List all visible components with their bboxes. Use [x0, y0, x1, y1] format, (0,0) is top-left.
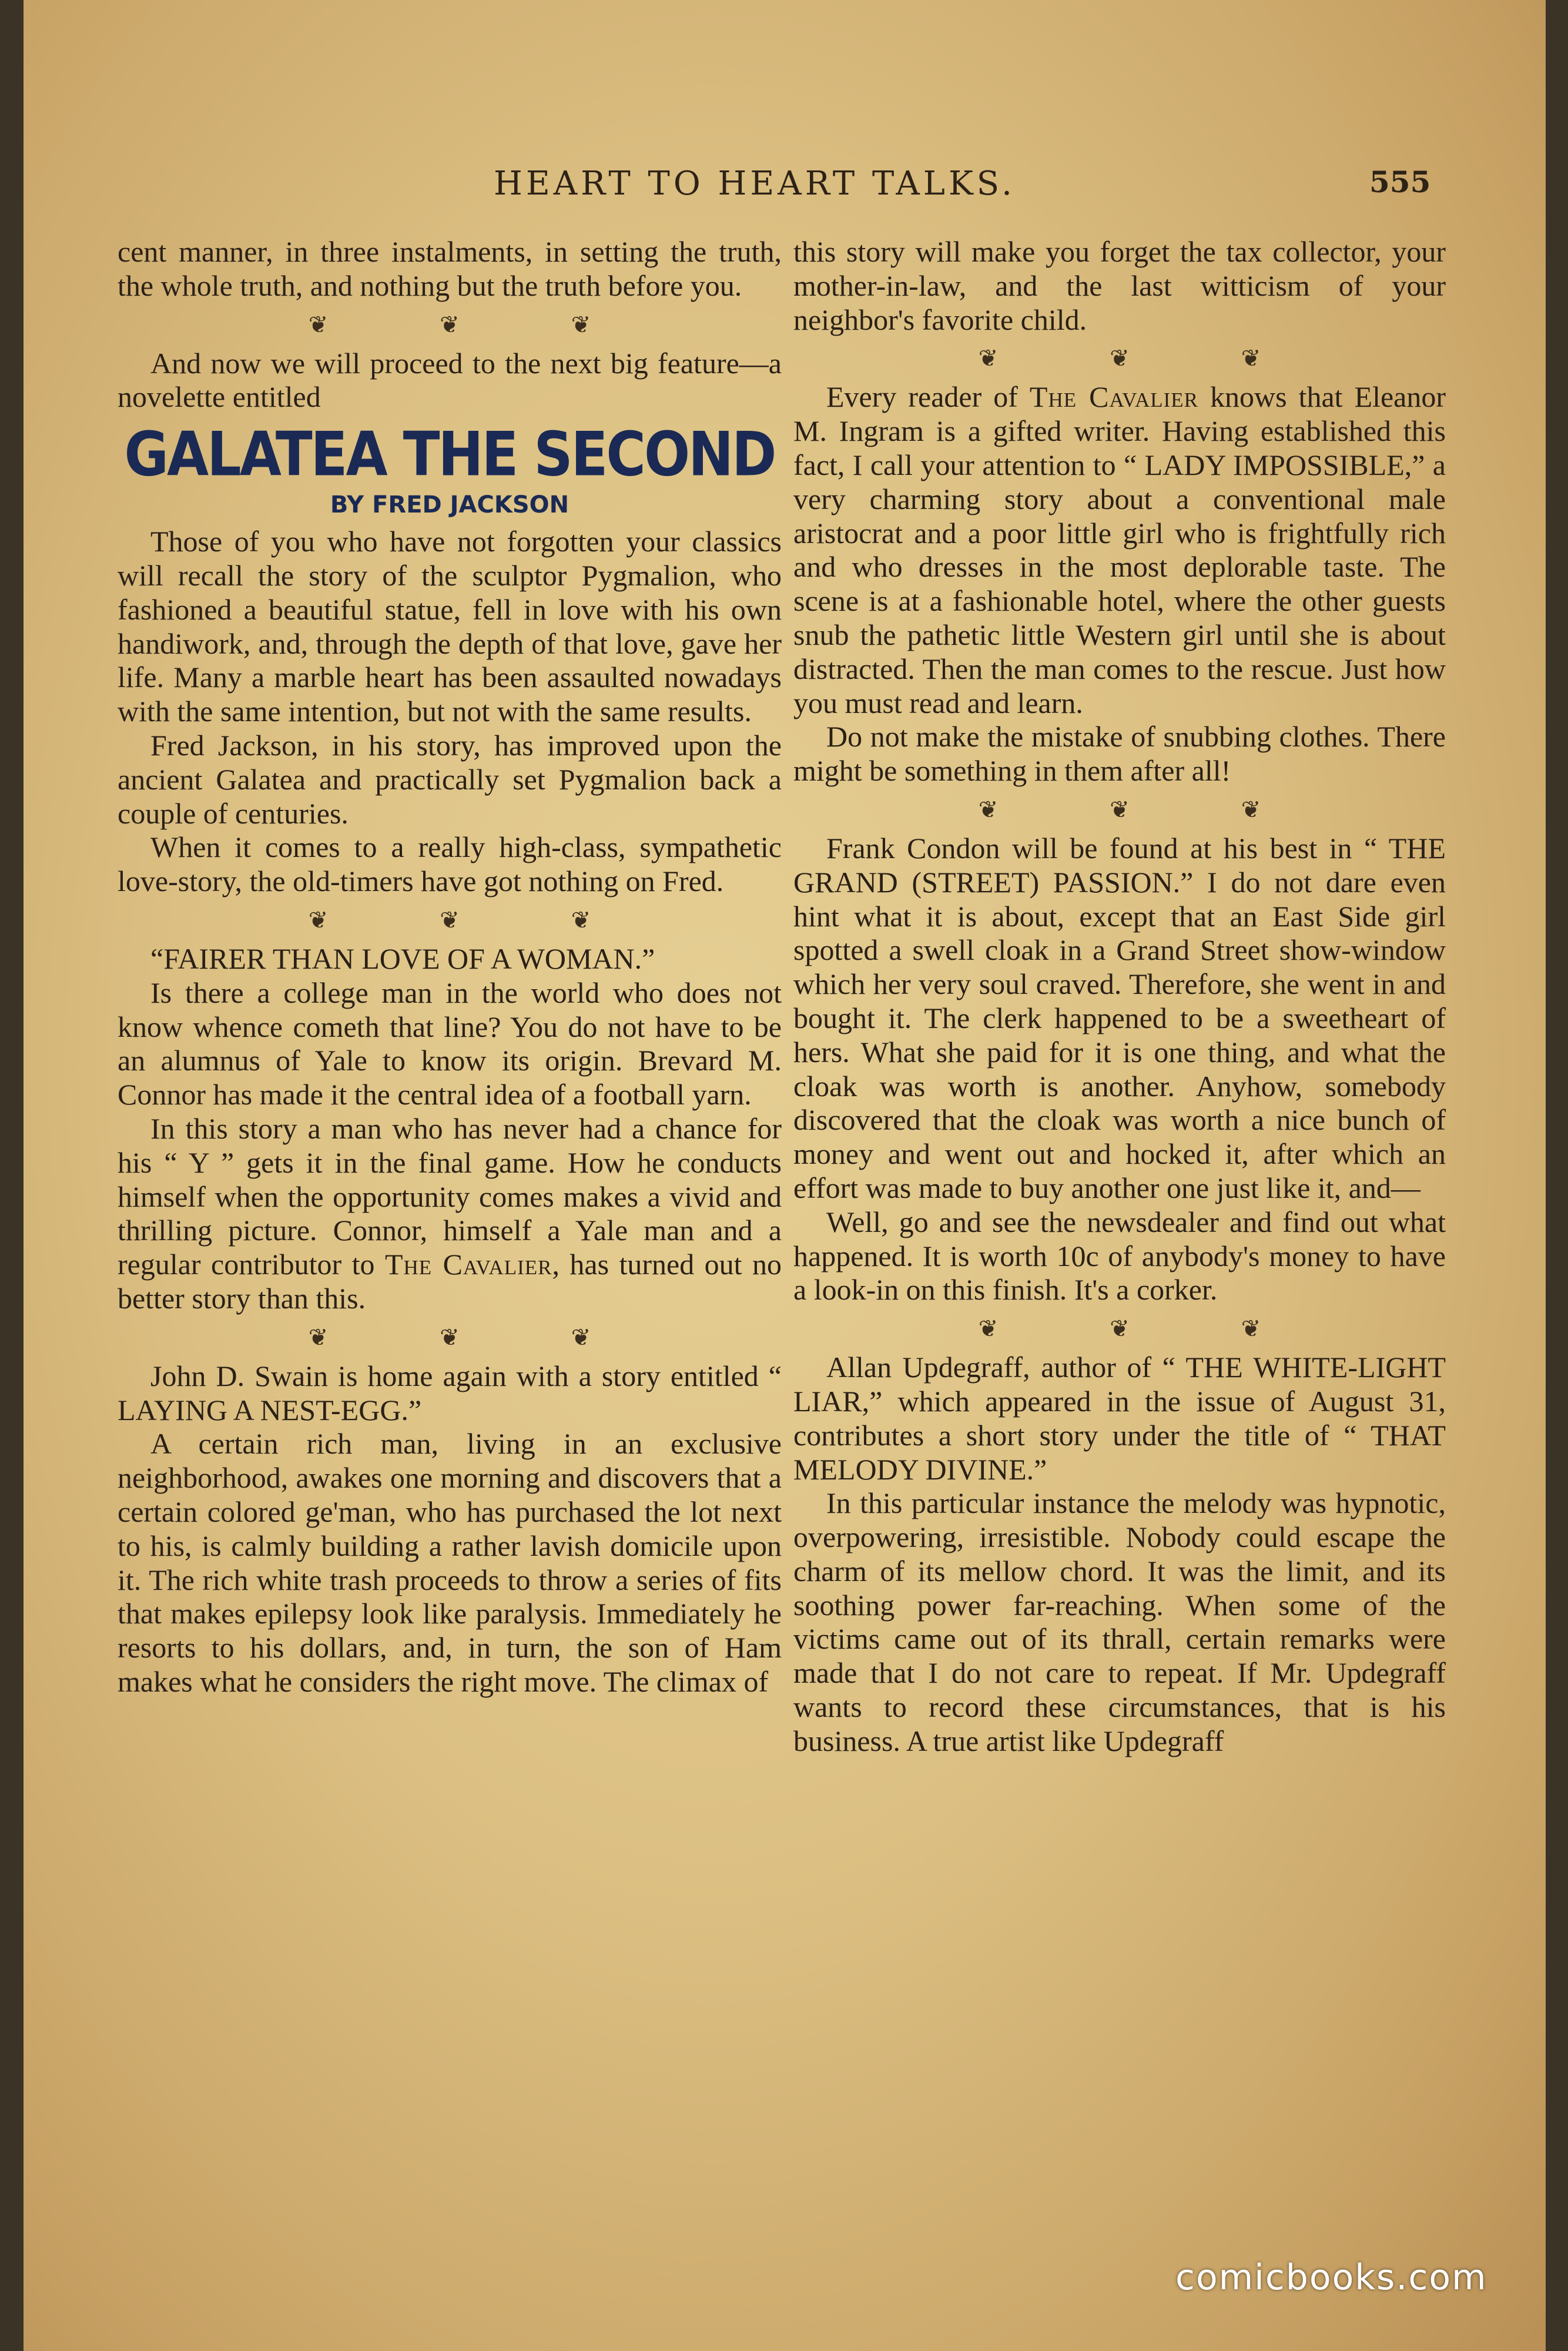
- right-column: [793, 235, 1446, 2257]
- clover-ornament-icon: ❦: [1241, 345, 1261, 372]
- paragraph: Frank Condon will be found at his best in “ THE GRAND (STREET) PASSION.” I do not dare even hint what it is about, except that an East Side girl spotted a swell cloak in a Grand Street show-window which her very soul craved. Therefore, she went in and bought it. The clerk happened to be a sweetheart of hers. What she paid for it is one thing, and what the cloak was worth is another. Anyhow, somebody discovered that the cloak was worth a nice bunch of money and went out and hocked it, after which an effort was made to buy another one just like it, and—: [793, 831, 1446, 1204]
- story-title: GALATEA THE SECOND: [124, 419, 775, 490]
- paragraph-text: Every reader of: [826, 380, 1018, 414]
- paragraph: Those of you who have not forgotten your classics will recall the story of the sculptor Pygmalion, who fashioned a beautiful statue, fell in love with his own handiwork, and, through the depth of that love, gave her life. Many a marble heart has been assaulted nowadays with the same intention, but not with the same results.: [118, 525, 782, 728]
- paragraph: cent manner, in three instalments, in setting the truth, the whole truth, and nothing but the truth before you.: [118, 235, 782, 302]
- paragraph: And now we will proceed to the next big feature—a novelette entitled: [118, 346, 782, 414]
- paragraph: Fred Jackson, in his story, has improved upon the ancient Galatea and practically set Pygmalion back a couple of centuries.: [118, 728, 782, 830]
- clover-ornament-icon: ❦: [308, 1324, 329, 1351]
- story-byline: BY FRED JACKSON: [330, 491, 569, 519]
- clover-ornament-icon: ❦: [1110, 796, 1130, 823]
- paragraph: When it comes to a really high-class, sympathetic love-story, the old-timers have got nothing on Fred.: [118, 830, 782, 898]
- paragraph: Well, go and see the newsdealer and find out what happened. It is worth 10c of anybody's money to have a look-in on this finish. It's a corker.: [793, 1205, 1446, 1307]
- clover-ornament-icon: ❦: [440, 1324, 460, 1351]
- clover-ornament-icon: ❦: [440, 311, 460, 338]
- clover-ornament-icon: ❦: [571, 311, 591, 338]
- clover-ornament-icon: ❦: [1241, 796, 1261, 823]
- section-separator: [793, 1307, 1446, 1351]
- paragraph-text: In this story a man who has never had a chance for his “ Y ” gets it in the final game. How he conducts himself when the opportunity comes makes a vivid and thrilling picture. Connor, himself a Yale man and a regular contributor to: [118, 1111, 782, 1281]
- section-separator: [793, 788, 1446, 832]
- running-head: HEART TO HEART TALKS.: [494, 165, 1016, 203]
- watermark: comicbooks.com: [1175, 2257, 1487, 2298]
- page-header: [24, 165, 1546, 217]
- paragraph: In this particular instance the melody was hypnotic, overpowering, irresistible. Nobody could escape the charm of its mellow chord. It was the limit, and its soothing power far-reaching. When some of the victims came out of its thrall, certain remarks were made that I do not care to repeat. If Mr. Updegraff wants to record these circumstances, that is his business. A true artist like Updegraff: [793, 1486, 1446, 1757]
- paragraph: Do not make the mistake of snubbing clothes. There might be something in them after all!: [793, 720, 1446, 788]
- paragraph: “FAIRER THAN LOVE OF A WOMAN.”: [150, 942, 655, 975]
- section-separator: [118, 899, 782, 942]
- clover-ornament-icon: ❦: [978, 796, 999, 823]
- section-separator: [118, 303, 782, 347]
- paragraph: Allan Updegraff, author of “ THE WHITE-LIGHT LIAR,” which appeared in the issue of August 31, contributes a short story under the title of “ THAT MELODY DIVINE.”: [793, 1351, 1446, 1486]
- paragraph: [793, 380, 1446, 720]
- paragraph: John D. Swain is home again with a story entitled “ LAYING A NEST-EGG.”: [118, 1359, 782, 1426]
- clover-ornament-icon: ❦: [1110, 345, 1130, 372]
- clover-ornament-icon: ❦: [308, 311, 329, 338]
- section-separator: [118, 1316, 782, 1359]
- magazine-page: [24, 0, 1546, 2351]
- paragraph-text: knows that Eleanor M. Ingram is a gifted writer. Having established this fact, I call your attention to “ LADY IMPOSSIBLE,” a very charming story about a conventional male aristocrat and a poor little girl who is frightfully rich and who dresses in the most deplorable taste. The scene is at a fashionable hotel, where the other guests snub the pathetic little Western girl until she is about distracted. Then the man comes to the rescue. Just how you must read and learn.: [793, 380, 1446, 719]
- clover-ornament-icon: ❦: [571, 1324, 591, 1351]
- paragraph-text: , has turned out no better story than this.: [118, 1248, 782, 1315]
- clover-ornament-icon: ❦: [1241, 1315, 1261, 1342]
- page-number: 555: [1369, 165, 1431, 199]
- clover-ornament-icon: ❦: [440, 906, 460, 933]
- clover-ornament-icon: ❦: [978, 1315, 999, 1342]
- section-separator: [793, 337, 1446, 380]
- clover-ornament-icon: ❦: [308, 906, 329, 933]
- paragraph: Is there a college man in the world who does not know whence cometh that line? You do not have to be an alumnus of Yale to know its origin. Brevard M. Connor has made it the central idea of a football yarn.: [118, 976, 782, 1111]
- magazine-name: The Cavalier: [384, 1248, 552, 1281]
- paragraph: this story will make you forget the tax collector, your mother-in-law, and the last witticism of your neighbor's favorite child.: [793, 235, 1446, 336]
- magazine-name: The Cavalier: [1029, 380, 1199, 414]
- clover-ornament-icon: ❦: [978, 345, 999, 372]
- paragraph: A certain rich man, living in an exclusive neighborhood, awakes one morning and discovers that a certain colored ge'man, who has purchased the lot next to his, is calmly building a rather lavish domicile upon it. The rich white trash proceeds to throw a series of fits that makes epilepsy look like paralysis. Immediately he resorts to his dollars, and, in turn, the son of Ham makes what he considers the right move. The climax of: [118, 1427, 782, 1698]
- paragraph: [118, 1112, 782, 1316]
- clover-ornament-icon: ❦: [1110, 1315, 1130, 1342]
- left-column: [118, 235, 782, 2257]
- clover-ornament-icon: ❦: [571, 906, 591, 933]
